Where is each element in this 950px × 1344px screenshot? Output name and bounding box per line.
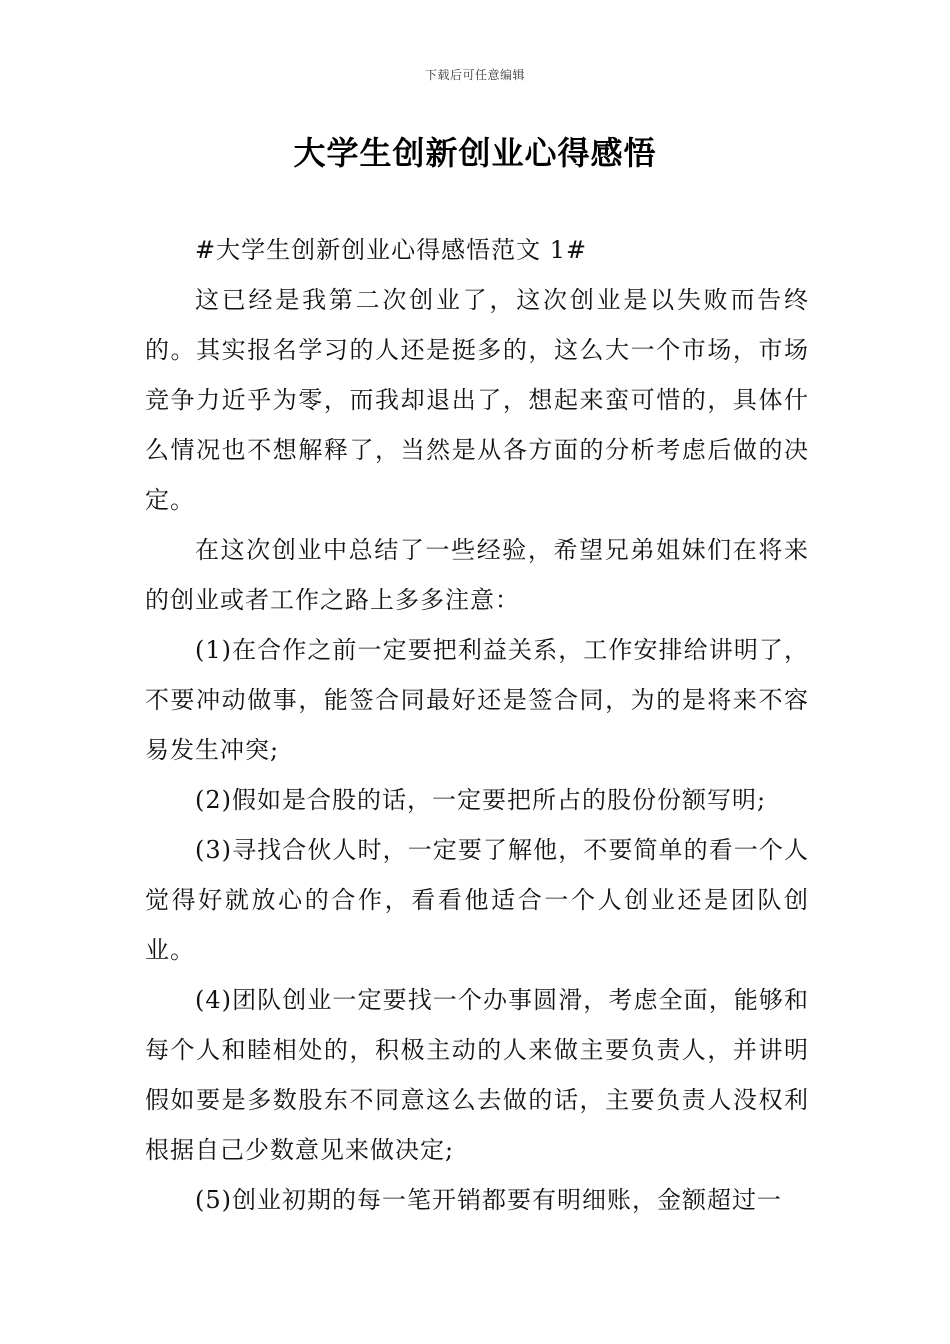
list-item: (5)创业初期的每一笔开销都要有明细账，金额超过一 [195, 1186, 782, 1214]
section-heading: #大学生创新创业心得感悟范文 1# [195, 236, 588, 264]
list-item: (2)假如是合股的话，一定要把所占的股份份额写明; [195, 786, 767, 814]
list-item: (1)在合作之前一定要把利益关系，工作安排给讲明了，不要冲动做事，能签合同最好还是签合同，为的是将来不容易发生冲突; [145, 636, 809, 764]
paragraph: 这已经是我第二次创业了，这次创业是以失败而告终的。其实报名学习的人还是挺多的，这么大一个市场，市场竞争力近乎为零，而我却退出了，想起来蛮可惜的，具体什么情况也不想解释了，当然是从各方面的分析考虑后做的决定。 [145, 286, 809, 514]
document-title: 大学生创新创业心得感悟 [293, 134, 657, 172]
list-item: (4)团队创业一定要找一个办事圆滑，考虑全面，能够和每个人和睦相处的，积极主动的人来做主要负责人，并讲明假如要是多数股东不同意这么去做的话，主要负责人没权利根据自己少数意见来做决定; [145, 986, 809, 1164]
document-body [145, 225, 809, 1225]
paragraph: 在这次创业中总结了一些经验，希望兄弟姐妹们在将来的创业或者工作之路上多多注意： [145, 536, 809, 614]
list-item: (3)寻找合伙人时，一定要了解他，不要简单的看一个人觉得好就放心的合作，看看他适合一个人创业还是团队创业。 [145, 836, 809, 964]
header-note: 下载后可任意编辑 [424, 68, 525, 82]
